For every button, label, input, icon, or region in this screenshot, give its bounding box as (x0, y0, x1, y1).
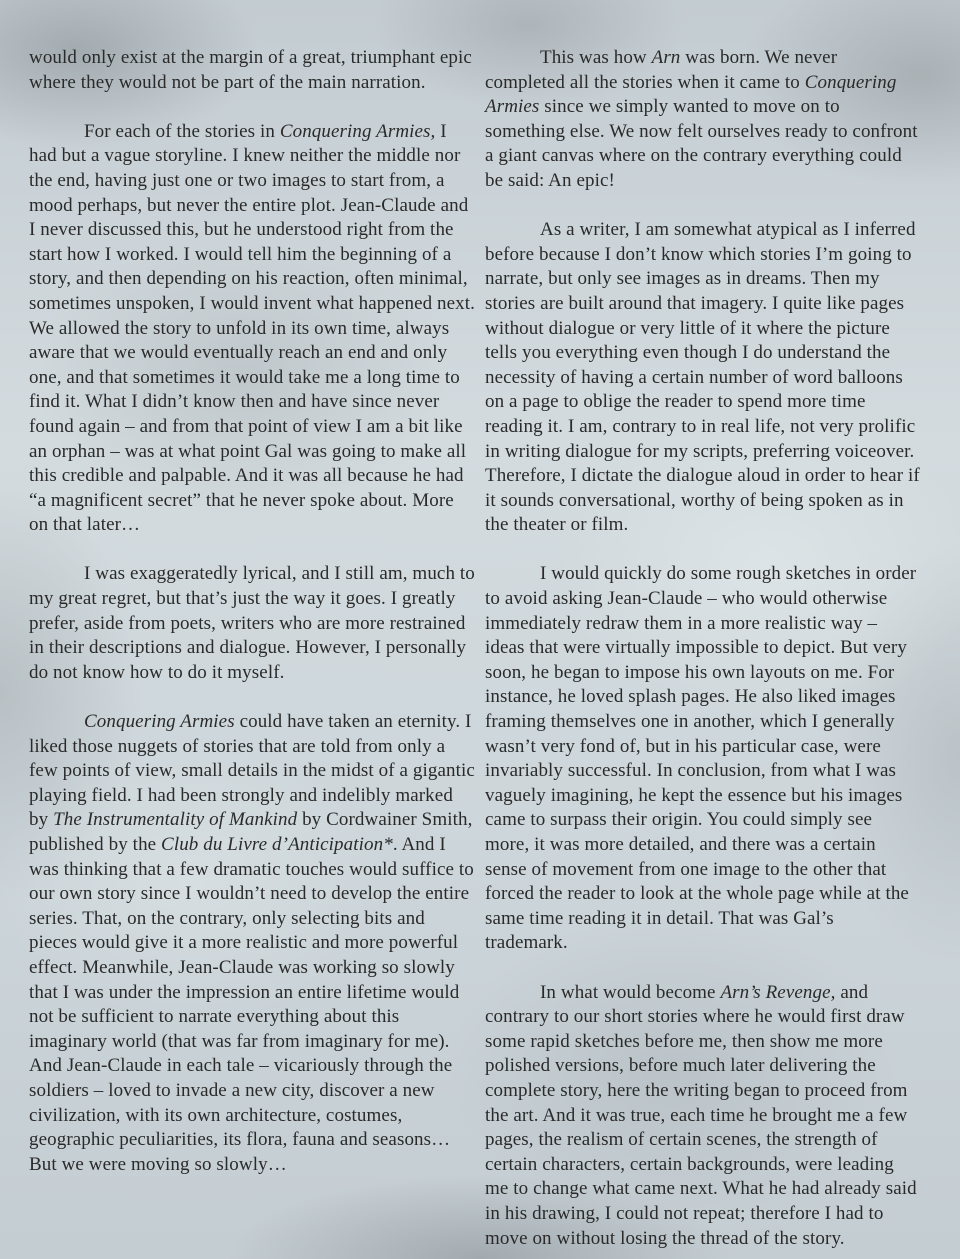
publisher-title-club: Club du Livre d’Anticipation* (161, 834, 393, 855)
book-title-conquering-armies: Conquering Armies, (279, 120, 436, 142)
left-paragraph-3 (29, 562, 475, 685)
right-paragraph-2-text: As a writer, I am somewhat atypical as I inferred before because I don’t know which stories I’m going to narrate, but only see images as in dreams. Then my stories are built around that imagery. I quite like pages without dialogue or very little of it where the picture tells you everything even though I do understand the necessity of having a certain number of word balloons on a page to oblige the reader to spend more time reading it. I am, contrary to in real life, not very prolific in writing dialogue for my scripts, preferring voiceover. Therefore, I dictate the dialogue aloud in order to hear if it sounds conversational, worthy of being spoken as in the theater or film. (485, 219, 920, 536)
left-paragraph-4-text-b: by Cordwainer Smith, published by the (29, 809, 473, 855)
right-column (485, 46, 921, 1251)
left-paragraph-1-text: would only exist at the margin of a great, triumphant epic where they would not be part of the main narration. (29, 47, 472, 93)
book-title-arn: Arn (651, 47, 681, 68)
left-paragraph-2-text-b: I had but a vague storyline. I knew neither the middle nor the end, having just one or two images to start from, a mood perhaps, but never the entire plot. Jean-Claude and I never discussed this, but he understood right from the start how I worked. I would tell him the beginning of a story, and then depending on his reaction, often minimal, sometimes unspoken, I would invent what happened next. We allowed the story to unfold in its own time, always aware that we would eventually reach an end and only one, and that sometimes it would take me a long time to find it. What I didn’t know then and have since never found again – and from that point of view I am a bit like an orphan – was at what point Gal was going to make all this credible and palpable. And it was all because he had “a magnificent secret” that he never spoke about. More on that later… (29, 120, 476, 536)
left-paragraph-2-text-a: For each of the stories in (84, 120, 280, 142)
right-paragraph-1 (485, 46, 921, 194)
book-title-conquering-armies: Conquering Armies (84, 711, 235, 733)
book-title-instrumentality: The Instrumentality of Mankind (53, 809, 298, 831)
right-paragraph-1-text-c: since we simply wanted to move on to something else. We now felt ourselves ready to confront a giant canvas where on the contrary everything could be said: An epic! (485, 96, 918, 191)
left-paragraph-2 (29, 120, 475, 538)
left-paragraph-1 (29, 46, 475, 95)
left-paragraph-4-text-a: could have taken an eternity. I liked those nuggets of stories that are told from only a few points of view, small details in the midst of a gigantic playing field. I had been strongly and indelibly marked by (29, 711, 475, 831)
right-paragraph-2 (485, 218, 921, 538)
book-title-conquering-armies: Conquering Armies (485, 71, 897, 118)
left-column (29, 46, 475, 1177)
right-paragraph-3 (485, 562, 921, 956)
left-paragraph-4-text-c: . And I was thinking that a few dramatic touches would suffice to our own story since I wouldn’t need to develop the entire series. That, on the contrary, only selecting bits and pieces would give it a more realistic and more powerful effect. Meanwhile, Jean-Claude was working so slowly that I was under the impression an entire lifetime would not be sufficient to narrate everything about this imaginary world (that was far from imaginary for me). And Jean-Claude in each tale – vicariously through the soldiers – loved to invade a new city, discover a new civilization, with its own architecture, costumes, geographic peculiarities, its flora, fauna and seasons… But we were moving so slowly… (29, 834, 474, 1175)
left-paragraph-4 (29, 710, 475, 1177)
right-paragraph-1-text-a: This was how (540, 47, 652, 68)
right-paragraph-3-text: I would quickly do some rough sketches in order to avoid asking Jean-Claude – who would otherwise immediately redraw them in a more realistic way – ideas that were virtually impossible to depict. But very soon, he began to impose his own layouts on me. For instance, he loved splash pages. He also liked images framing themselves one in another, which I generally wasn’t very fond of, but in his particular case, were invariably successful. In conclusion, from what I was vaguely imagining, he kept the essence but his images came to surpass their origin. You could simply see more, it was more detailed, and there was a certain sense of movement from one image to the other that forced the reader to look at the whole page while at the same time reading it in detail. That was Gal’s trademark. (485, 563, 917, 954)
right-paragraph-4-text-a: In what would become (540, 981, 721, 1003)
right-paragraph-4 (485, 981, 921, 1252)
book-title-arns-revenge: Arn’s Revenge, (720, 981, 836, 1003)
right-paragraph-4-text-b: and contrary to our short stories where he would first draw some rapid sketches before me, then show me more polished versions, before much later delivering the complete story, here the writing began to proceed from the art. And it was true, each time he brought me a few pages, the realism of certain scenes, the strength of certain characters, certain backgrounds, were leading me to change what came next. What he had already said in his drawing, I could not repeat; therefore I had to move on without losing the thread of the story. (485, 981, 917, 1249)
right-paragraph-1-text-b: was born. We never completed all the stories when it came to (485, 47, 838, 93)
left-paragraph-3-text: I was exaggeratedly lyrical, and I still am, much to my great regret, but that’s just the way it goes. I greatly prefer, aside from poets, writers who are more restrained in their descriptions and dialogue. However, I personally do not know how to do it myself. (29, 563, 475, 683)
